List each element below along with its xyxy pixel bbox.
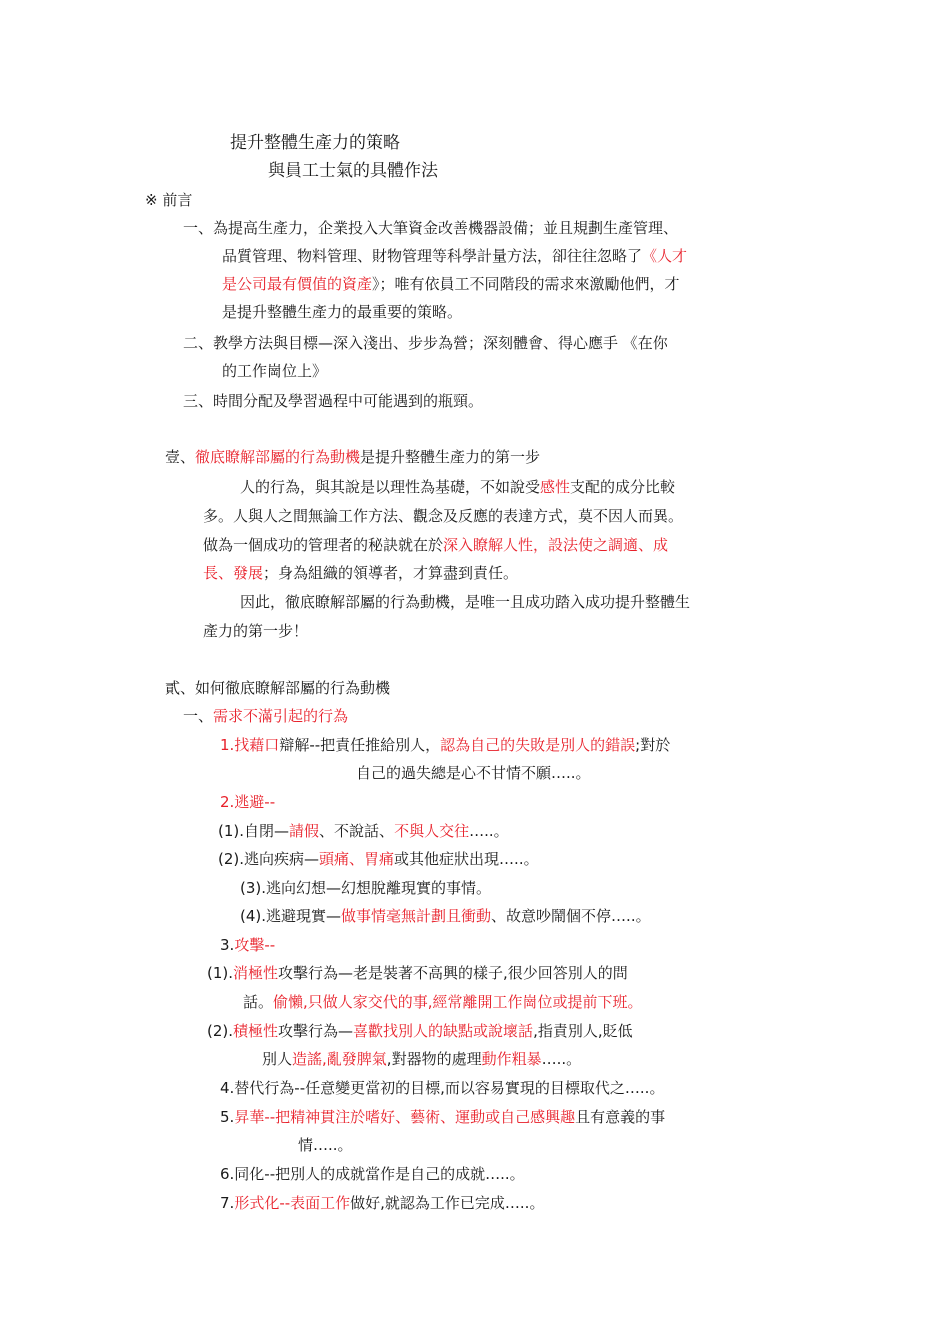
item-2-sub-4	[240, 906, 651, 926]
preface-item-1-line-1: 一、為提高生產力，企業投入大筆資金改善機器設備；並且規劃生產管理、	[183, 219, 679, 237]
text-run: 品質管理、物料管理、財物管理等科學計量方法，卻往往忽略了	[222, 247, 643, 265]
item-1-line-2: 自己的過失總是心不甘情不願…..。	[356, 764, 591, 782]
preface-heading: ※ 前言	[145, 191, 193, 209]
highlight-text: 不與人交往	[394, 822, 470, 840]
item-5-line-2: 情…..。	[298, 1136, 353, 1154]
highlight-text: 《人才	[642, 247, 688, 265]
section-1-para-2-line-1: 因此，徹底瞭解部屬的行為動機，是唯一且成功踏入成功提升整體生	[240, 593, 691, 611]
section-1-para-2-line-2: 產力的第一步！	[203, 622, 309, 640]
preface-item-2-line-1: 二、教學方法與目標—深入淺出、步步為營；深刻體會、得心應手 《在你	[183, 334, 668, 352]
section-1-para-1-line-4	[203, 563, 518, 583]
section-1-para-1-line-1	[240, 477, 675, 497]
highlight-text: 昇華--把精神貫注於嗜好、藝術、運動或自己感興趣	[234, 1108, 576, 1126]
highlight-text: 偷懶,只做人家交代的事,經常離開工作崗位或提前下班。	[273, 993, 643, 1011]
highlight-text: 1.找藉口	[220, 736, 280, 754]
text-run: ;對於	[635, 736, 671, 754]
text-run: (2).逃向疾病—	[218, 850, 320, 868]
preface-item-3-line-1: 三、時間分配及學習過程中可能遇到的瓶頸。	[183, 392, 484, 410]
highlight-text: 喜歡找別人的缺點或說壞話	[353, 1022, 534, 1040]
text-run: 3.	[220, 936, 235, 954]
item-3-sub-2-line-1	[207, 1021, 633, 1041]
text-run: …..。	[541, 1050, 582, 1068]
highlight-text: 動作粗暴	[481, 1050, 542, 1068]
text-run: ,指責別人,貶低	[533, 1022, 633, 1040]
highlight-text: 是公司最有價值的資產	[222, 275, 373, 293]
section-2-heading: 貳、如何徹底瞭解部屬的行為動機	[165, 679, 391, 697]
highlight-text: 深入瞭解人性，設法使之調適、成	[443, 536, 669, 554]
preface-item-1-line-3	[222, 274, 680, 294]
item-3-sub-1-line-1	[207, 963, 628, 983]
preface-item-1-line-2	[222, 246, 687, 266]
item-7-line-1	[220, 1193, 544, 1213]
section-1-para-1-line-3	[203, 535, 668, 555]
text-run: 》；唯有依員工不同階段的需求來激勵他們，才	[372, 275, 680, 293]
highlight-text: 需求不滿引起的行為	[213, 707, 349, 725]
text-run: 7.	[220, 1194, 235, 1212]
highlight-text: 形式化--表面工作	[234, 1194, 351, 1212]
text-run: (4).逃避現實—	[240, 907, 342, 925]
item-6-line-1: 6.同化--把別人的成就當作是自己的成就…..。	[220, 1165, 525, 1183]
section-2-subheading-1	[183, 706, 348, 726]
text-run: (1).	[207, 964, 234, 982]
highlight-text: 積極性	[233, 1022, 279, 1040]
highlight-text: 做事情毫無計劃且衝動	[341, 907, 492, 925]
text-run: 一、	[183, 707, 214, 725]
text-run: 攻擊行為—老是裝著不高興的樣子,很少回答別人的問	[278, 964, 628, 982]
text-run: 別人	[262, 1050, 293, 1068]
item-3-sub-2-line-2	[262, 1049, 581, 1069]
highlight-text: 攻擊--	[234, 936, 276, 954]
preface-item-2-line-2: 的工作崗位上》	[222, 362, 328, 380]
text-run: 或其他症狀出現…..。	[394, 850, 539, 868]
item-2-heading: 2.逃避--	[220, 793, 276, 811]
item-2-sub-2	[218, 849, 539, 869]
highlight-text: 長、發展	[203, 564, 264, 582]
text-run: 攻擊行為—	[278, 1022, 354, 1040]
text-run: 是提升整體生產力的第一步	[360, 448, 541, 466]
text-run: 話。	[243, 993, 274, 1011]
highlight-text: 徹底瞭解部屬的行為動機	[195, 448, 361, 466]
page-title-line-1: 提升整體生產力的策略	[230, 133, 400, 153]
text-run: 支配的成分比較	[570, 478, 676, 496]
text-run: 5.	[220, 1108, 235, 1126]
section-1-heading	[165, 447, 540, 467]
item-2-sub-3: (3).逃向幻想—幻想脫離現實的事情。	[240, 879, 492, 897]
text-run: 辯解--把責任推給別人，	[279, 736, 441, 754]
text-run: (1).自閉—	[218, 822, 290, 840]
item-3-heading	[220, 935, 275, 955]
page-title-line-2: 與員工士氣的具體作法	[268, 161, 438, 181]
highlight-text: 感性	[540, 478, 571, 496]
item-4-line-1: 4.替代行為--任意變更當初的目標,而以容易實現的目標取代之…..。	[220, 1079, 665, 1097]
text-run: 壹、	[165, 448, 196, 466]
text-run: ；身為組織的領導者，才算盡到責任。	[263, 564, 519, 582]
preface-item-1-line-4: 是提升整體生產力的最重要的策略。	[222, 303, 463, 321]
text-run: …..。	[469, 822, 509, 840]
highlight-text: 認為自己的失敗是別人的錯誤	[440, 736, 636, 754]
text-run: 且有意義的事	[575, 1108, 666, 1126]
text-run: ,對器物的處理	[386, 1050, 482, 1068]
text-run: 做好,就認為工作已完成…..。	[350, 1194, 545, 1212]
item-3-sub-1-line-2	[243, 992, 643, 1012]
highlight-text: 消極性	[233, 964, 279, 982]
text-run: 、故意吵鬧個不停…..。	[491, 907, 651, 925]
text-run: (2).	[207, 1022, 234, 1040]
text-run: 做為一個成功的管理者的秘訣就在於	[203, 536, 444, 554]
text-run: 、不說話、	[319, 822, 395, 840]
item-2-sub-1	[218, 821, 509, 841]
highlight-text: 請假	[289, 822, 320, 840]
item-5-line-1	[220, 1107, 665, 1127]
highlight-text: 造謠,亂發脾氣	[292, 1050, 387, 1068]
highlight-text: 頭痛、胃痛	[319, 850, 395, 868]
section-1-para-1-line-2: 多。人與人之間無論工作方法、觀念及反應的表達方式，莫不因人而異。	[203, 507, 684, 525]
item-1-line-1	[220, 735, 670, 755]
text-run: 人的行為，與其說是以理性為基礎，不如說受	[240, 478, 541, 496]
